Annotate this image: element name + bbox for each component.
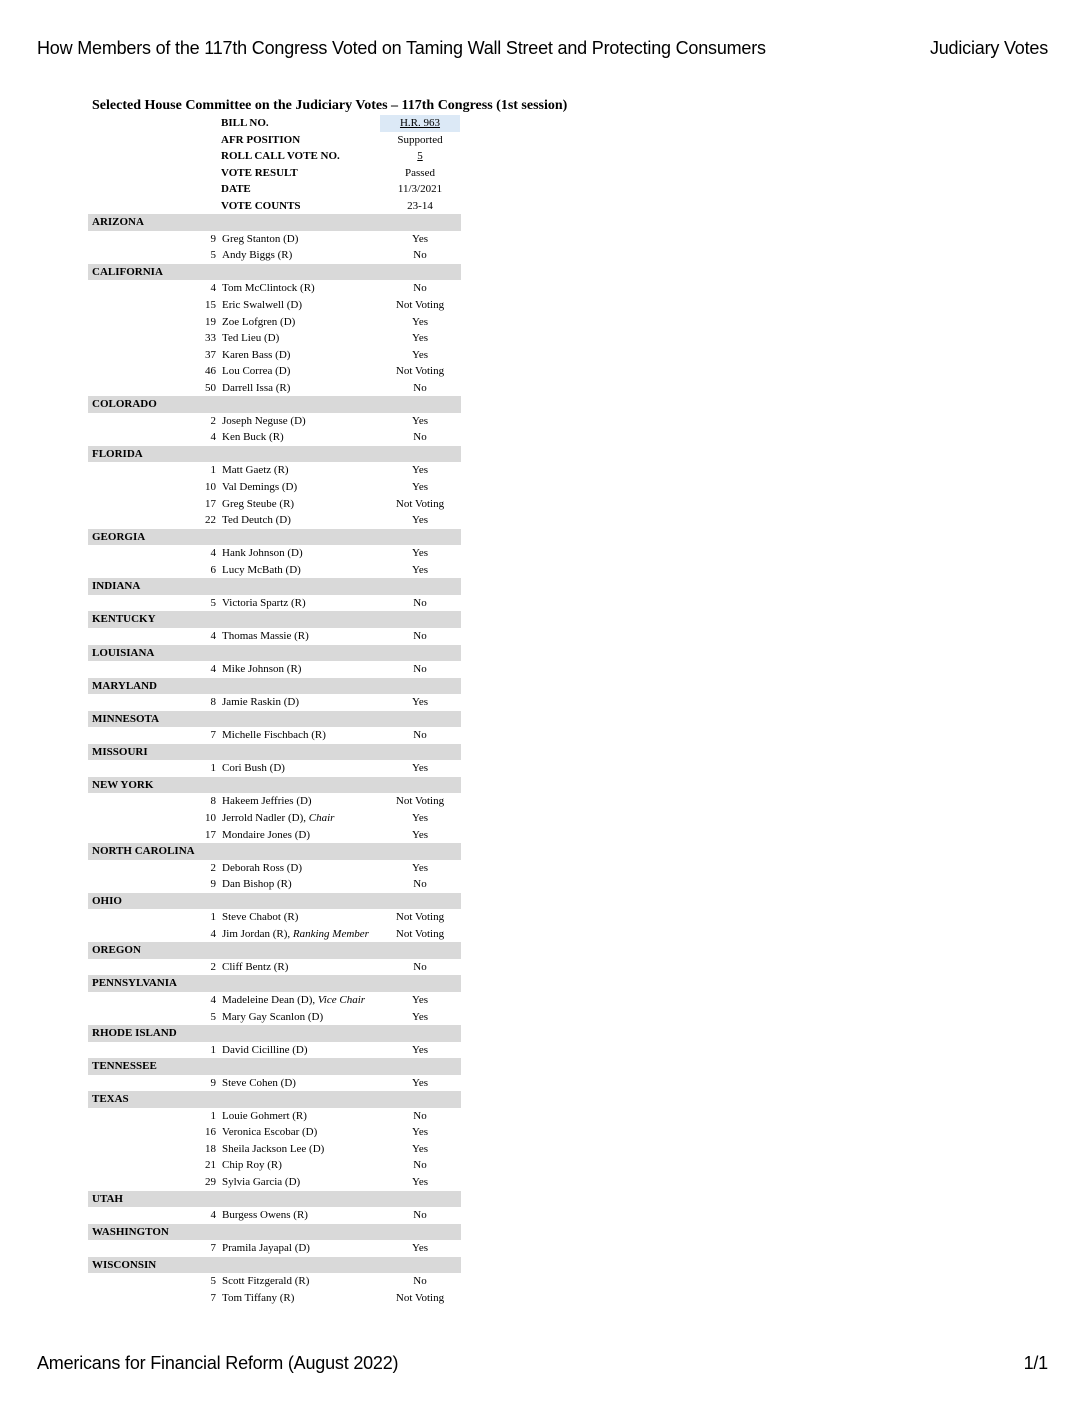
- member-name: Burgess Owens (R): [222, 1209, 308, 1222]
- member-vote: No: [413, 960, 427, 973]
- state-header: COLORADO: [88, 396, 461, 413]
- member-name: Jim Jordan (R),: [222, 927, 291, 940]
- member-name: Sylvia Garcia (D): [222, 1176, 301, 1188]
- member-row: [88, 694, 588, 711]
- member-row: [88, 810, 588, 827]
- page-header-section: Judiciary Votes: [929, 38, 1048, 58]
- member-name-cell: [222, 1207, 308, 1224]
- member-name-cell: [222, 1141, 324, 1158]
- district-number: 16: [205, 1126, 216, 1139]
- member-name-cell: [222, 628, 309, 645]
- member-name: David Cicilline (D): [222, 1043, 308, 1056]
- state-header: INDIANA: [88, 578, 461, 595]
- member-name: Mary Gay Scanlon (D): [222, 1010, 324, 1023]
- district-number: 1: [210, 464, 216, 477]
- member-row: [88, 1108, 588, 1125]
- member-row: [88, 1042, 588, 1059]
- district-number: 1: [210, 911, 216, 924]
- member-vote: No: [413, 1109, 427, 1122]
- state-header: UTAH: [88, 1191, 461, 1208]
- member-name-cell: [222, 1042, 308, 1059]
- state-header: MINNESOTA: [88, 711, 461, 728]
- member-row: [88, 1207, 588, 1224]
- member-row: [88, 1174, 588, 1191]
- member-name-cell: [222, 926, 369, 943]
- member-name: Veronica Escobar (D): [222, 1126, 318, 1139]
- member-row: [88, 380, 588, 397]
- member-name-cell: [222, 479, 297, 496]
- district-number: 10: [205, 481, 216, 494]
- bill-number-link[interactable]: H.R. 963: [380, 115, 460, 132]
- member-row: [88, 231, 588, 248]
- member-row: [88, 876, 588, 893]
- member-row: [88, 793, 588, 810]
- meta-value: 11/3/2021: [397, 183, 443, 196]
- member-row: [88, 595, 588, 612]
- meta-value: 23-14: [407, 199, 433, 212]
- member-vote: Yes: [411, 315, 428, 328]
- member-name: Eric Swalwell (D): [222, 299, 303, 312]
- state-header: WISCONSIN: [88, 1257, 461, 1274]
- member-name: Mike Johnson (R): [222, 663, 302, 676]
- district-number: 9: [210, 232, 216, 245]
- member-row: [88, 926, 588, 943]
- member-row: [88, 496, 588, 513]
- member-vote: Not Voting: [395, 299, 445, 312]
- member-name-cell: [222, 727, 326, 744]
- member-name: Tom McClintock (R): [222, 282, 315, 295]
- district-number: 2: [210, 414, 216, 427]
- member-vote: Yes: [411, 563, 428, 576]
- district-number: 2: [210, 861, 216, 874]
- member-name-cell: [222, 827, 310, 844]
- member-name: Scott Fitzgerald (R): [222, 1275, 310, 1288]
- district-number: 7: [210, 729, 216, 742]
- member-name: Hank Johnson (D): [222, 547, 303, 560]
- district-number: 4: [210, 431, 216, 444]
- state-header: LOUISIANA: [88, 645, 461, 662]
- member-name-cell: [222, 314, 295, 331]
- member-row: [88, 1273, 588, 1290]
- member-vote: Yes: [411, 414, 428, 427]
- member-vote: Yes: [411, 696, 428, 709]
- district-number: 33: [205, 332, 216, 345]
- member-row: [88, 1075, 588, 1092]
- member-vote: Yes: [411, 547, 428, 560]
- district-number: 21: [205, 1159, 216, 1172]
- member-name-cell: [222, 876, 292, 893]
- member-name: Tom Tiffany (R): [222, 1291, 295, 1304]
- member-vote: No: [413, 1275, 427, 1288]
- vote-metadata: [88, 115, 588, 214]
- district-number: 17: [205, 497, 216, 510]
- member-row: [88, 479, 588, 496]
- meta-label: VOTE RESULT: [221, 166, 298, 179]
- state-header: KENTUCKY: [88, 611, 461, 628]
- district-number: 4: [210, 1209, 216, 1222]
- member-name: Thomas Massie (R): [222, 629, 309, 642]
- member-role: Vice Chair: [317, 993, 366, 1006]
- state-header: MARYLAND: [88, 678, 461, 695]
- member-row: [88, 330, 588, 347]
- member-row: [88, 462, 588, 479]
- member-name-cell: [222, 1290, 294, 1307]
- state-header: FLORIDA: [88, 446, 461, 463]
- member-row: [88, 512, 588, 529]
- meta-value: Passed: [405, 166, 435, 179]
- member-name-cell: [222, 1240, 310, 1257]
- member-name: Zoe Lofgren (D): [222, 315, 296, 328]
- member-name: Val Demings (D): [222, 481, 298, 494]
- district-number: 5: [210, 596, 216, 609]
- state-header: RHODE ISLAND: [88, 1025, 461, 1042]
- member-name: Karen Bass (D): [222, 348, 291, 361]
- district-number: 8: [210, 696, 216, 709]
- member-name-cell: [222, 1124, 317, 1141]
- district-number: 1: [210, 1043, 216, 1056]
- member-vote: Not Voting: [395, 911, 445, 924]
- member-name-cell: [222, 462, 289, 479]
- member-name: Victoria Spartz (R): [222, 596, 306, 609]
- member-row: [88, 347, 588, 364]
- district-number: 4: [210, 282, 216, 295]
- member-name: Darrell Issa (R): [222, 381, 291, 394]
- member-name-cell: [222, 1108, 307, 1125]
- member-name: Matt Gaetz (R): [222, 464, 289, 477]
- member-vote: Yes: [411, 1043, 428, 1056]
- member-row: [88, 562, 588, 579]
- member-vote: Yes: [411, 1126, 428, 1139]
- member-row: [88, 1141, 588, 1158]
- member-name: Dan Bishop (R): [222, 878, 292, 891]
- district-number: 1: [210, 1109, 216, 1122]
- member-name-cell: [222, 1075, 296, 1092]
- district-number: 6: [210, 563, 216, 576]
- meta-label: VOTE COUNTS: [221, 199, 301, 212]
- member-vote: Not Voting: [395, 1291, 445, 1304]
- district-number: 22: [205, 514, 216, 527]
- district-number: 10: [205, 811, 216, 824]
- member-role: Ranking Member: [292, 927, 369, 940]
- member-row: [88, 413, 588, 430]
- member-vote: Yes: [411, 828, 428, 841]
- member-row: [88, 860, 588, 877]
- member-row: [88, 992, 588, 1009]
- district-number: 17: [205, 828, 216, 841]
- meta-row: [88, 132, 588, 149]
- member-name-cell: [222, 496, 294, 513]
- member-name-cell: [222, 330, 279, 347]
- member-vote: Yes: [411, 762, 428, 775]
- member-row: [88, 1157, 588, 1174]
- member-row: [88, 1124, 588, 1141]
- member-vote: No: [413, 1209, 427, 1222]
- page-footer-source: Americans for Financial Reform (August 2022): [37, 1353, 399, 1373]
- member-vote: Yes: [411, 464, 428, 477]
- district-number: 19: [205, 315, 216, 328]
- member-name: Greg Stanton (D): [222, 232, 299, 245]
- member-name: Lou Correa (D): [222, 365, 291, 378]
- district-number: 46: [205, 365, 216, 378]
- member-vote: No: [413, 1159, 427, 1172]
- state-header: NEW YORK: [88, 777, 461, 794]
- district-number: 4: [210, 547, 216, 560]
- member-name-cell: [222, 810, 334, 827]
- meta-label: AFR POSITION: [221, 133, 301, 146]
- member-row: [88, 959, 588, 976]
- roll-call-link[interactable]: 5: [417, 150, 423, 163]
- member-vote: Not Voting: [395, 365, 445, 378]
- member-vote: No: [413, 878, 427, 891]
- member-vote: Yes: [411, 1010, 428, 1023]
- meta-row: [88, 198, 588, 215]
- member-name: Louie Gohmert (R): [222, 1109, 307, 1122]
- member-vote: Yes: [411, 861, 428, 874]
- member-vote: No: [413, 282, 427, 295]
- member-name-cell: [222, 595, 306, 612]
- member-vote: Not Voting: [395, 927, 445, 940]
- member-name: Joseph Neguse (D): [222, 414, 306, 427]
- member-vote: Yes: [411, 1076, 428, 1089]
- member-name: Michelle Fischbach (R): [222, 729, 326, 742]
- member-name: Pramila Jayapal (D): [222, 1242, 310, 1255]
- member-name: Jerrold Nadler (D),: [222, 811, 306, 824]
- meta-label: BILL NO.: [221, 117, 269, 129]
- member-row: [88, 727, 588, 744]
- state-header: TENNESSEE: [88, 1058, 461, 1075]
- member-name-cell: [222, 959, 288, 976]
- member-name-cell: [222, 413, 306, 430]
- member-name: Mondaire Jones (D): [222, 828, 310, 841]
- member-row: [88, 297, 588, 314]
- member-vote: Not Voting: [395, 795, 445, 808]
- district-number: 18: [205, 1142, 216, 1155]
- member-name-cell: [222, 231, 298, 248]
- member-name: Sheila Jackson Lee (D): [222, 1142, 325, 1155]
- state-header: WASHINGTON: [88, 1224, 461, 1241]
- district-number: 2: [210, 960, 216, 973]
- district-number: 4: [210, 663, 216, 676]
- district-number: 29: [205, 1176, 216, 1188]
- member-name-cell: [222, 909, 298, 926]
- meta-value: Supported: [397, 133, 443, 146]
- member-name-cell: [222, 1157, 282, 1174]
- state-header: MISSOURI: [88, 744, 461, 761]
- member-vote: Yes: [411, 811, 428, 824]
- state-header: OREGON: [88, 942, 461, 959]
- district-number: 8: [210, 795, 216, 808]
- member-name: Ted Lieu (D): [222, 332, 280, 345]
- district-number: 50: [205, 381, 216, 394]
- state-header: GEORGIA: [88, 529, 461, 546]
- member-name: Chip Roy (R): [222, 1159, 282, 1172]
- member-name: Deborah Ross (D): [222, 861, 303, 874]
- member-row: [88, 827, 588, 844]
- member-vote: No: [413, 431, 427, 444]
- member-name-cell: [222, 380, 290, 397]
- member-name: Madeleine Dean (D),: [222, 993, 316, 1006]
- member-row: [88, 247, 588, 264]
- member-name-cell: [222, 661, 301, 678]
- member-vote: Yes: [411, 232, 428, 245]
- member-name: Jamie Raskin (D): [222, 696, 299, 709]
- state-header: TEXAS: [88, 1091, 461, 1108]
- district-number: 4: [210, 629, 216, 642]
- member-vote: No: [413, 729, 427, 742]
- meta-row: [88, 165, 588, 182]
- member-name: Cori Bush (D): [222, 762, 285, 775]
- member-name: Lucy McBath (D): [222, 563, 301, 576]
- member-row: [88, 1240, 588, 1257]
- member-row: [88, 1290, 588, 1307]
- member-row: [88, 363, 588, 380]
- member-vote: Yes: [411, 1176, 428, 1188]
- member-name-cell: [222, 793, 312, 810]
- member-name: Hakeem Jeffries (D): [222, 795, 312, 808]
- member-name-cell: [222, 1273, 309, 1290]
- member-name-cell: [222, 429, 284, 446]
- member-row: [88, 909, 588, 926]
- member-vote: Yes: [411, 332, 428, 345]
- member-vote: No: [413, 629, 427, 642]
- member-vote: Yes: [411, 993, 428, 1006]
- district-number: 5: [210, 249, 216, 262]
- votes-table: [88, 97, 588, 1306]
- district-number: 9: [210, 1076, 216, 1089]
- member-vote: Yes: [411, 1142, 428, 1155]
- member-name-cell: [222, 280, 315, 297]
- member-role: Chair: [308, 811, 335, 824]
- meta-label: DATE: [221, 183, 251, 196]
- district-number: 5: [210, 1275, 216, 1288]
- state-header: CALIFORNIA: [88, 264, 461, 281]
- member-name-cell: [222, 760, 285, 777]
- member-name: Ken Buck (R): [222, 431, 284, 444]
- meta-row: [88, 181, 588, 198]
- district-number: 4: [210, 993, 216, 1006]
- state-list: [88, 214, 588, 1306]
- member-vote: No: [413, 249, 427, 262]
- member-name: Ted Deutch (D): [222, 514, 291, 527]
- state-header: NORTH CAROLINA: [88, 843, 461, 860]
- district-number: 4: [210, 927, 216, 940]
- meta-row: [88, 148, 588, 165]
- member-vote: Yes: [411, 514, 428, 527]
- member-row: [88, 760, 588, 777]
- district-number: 9: [210, 878, 216, 891]
- member-name-cell: [222, 992, 365, 1009]
- member-vote: Yes: [411, 1242, 428, 1255]
- member-row: [88, 280, 588, 297]
- district-number: 37: [205, 348, 216, 361]
- member-name: Andy Biggs (R): [222, 249, 293, 262]
- member-name: Steve Chabot (R): [222, 911, 299, 924]
- member-name-cell: [222, 347, 290, 364]
- member-name-cell: [222, 860, 302, 877]
- member-vote: Yes: [411, 481, 428, 494]
- district-number: 7: [210, 1291, 216, 1304]
- page-header-title: How Members of the 117th Congress Voted on Taming Wall Street and Protecting Consumers: [37, 38, 766, 58]
- meta-row: [88, 115, 588, 132]
- member-row: [88, 628, 588, 645]
- member-vote: No: [413, 381, 427, 394]
- district-number: 7: [210, 1242, 216, 1255]
- member-name-cell: [222, 694, 299, 711]
- member-name-cell: [222, 1009, 323, 1026]
- state-header: ARIZONA: [88, 214, 461, 231]
- district-number: 15: [205, 299, 216, 312]
- member-vote: Yes: [411, 348, 428, 361]
- district-number: 5: [210, 1010, 216, 1023]
- member-name: Steve Cohen (D): [222, 1076, 296, 1089]
- member-name: Cliff Bentz (R): [222, 960, 289, 973]
- member-vote: Not Voting: [395, 497, 445, 510]
- member-row: [88, 429, 588, 446]
- meta-label: ROLL CALL VOTE NO.: [221, 150, 340, 163]
- member-name-cell: [222, 1174, 300, 1191]
- district-number: 1: [210, 762, 216, 775]
- state-header: OHIO: [88, 893, 461, 910]
- member-vote: No: [413, 596, 427, 609]
- page-number: 1/1: [1023, 1353, 1048, 1373]
- table-title: Selected House Committee on the Judiciary Votes – 117th Congress (1st session): [92, 98, 568, 113]
- member-name-cell: [222, 512, 291, 529]
- member-name-cell: [222, 247, 292, 264]
- member-name: Greg Steube (R): [222, 497, 295, 510]
- member-name-cell: [222, 545, 303, 562]
- member-vote: No: [413, 663, 427, 676]
- member-name-cell: [222, 562, 301, 579]
- member-row: [88, 661, 588, 678]
- member-row: [88, 1009, 588, 1026]
- member-row: [88, 545, 588, 562]
- member-name-cell: [222, 363, 290, 380]
- member-row: [88, 314, 588, 331]
- state-header: PENNSYLVANIA: [88, 975, 461, 992]
- member-name-cell: [222, 297, 302, 314]
